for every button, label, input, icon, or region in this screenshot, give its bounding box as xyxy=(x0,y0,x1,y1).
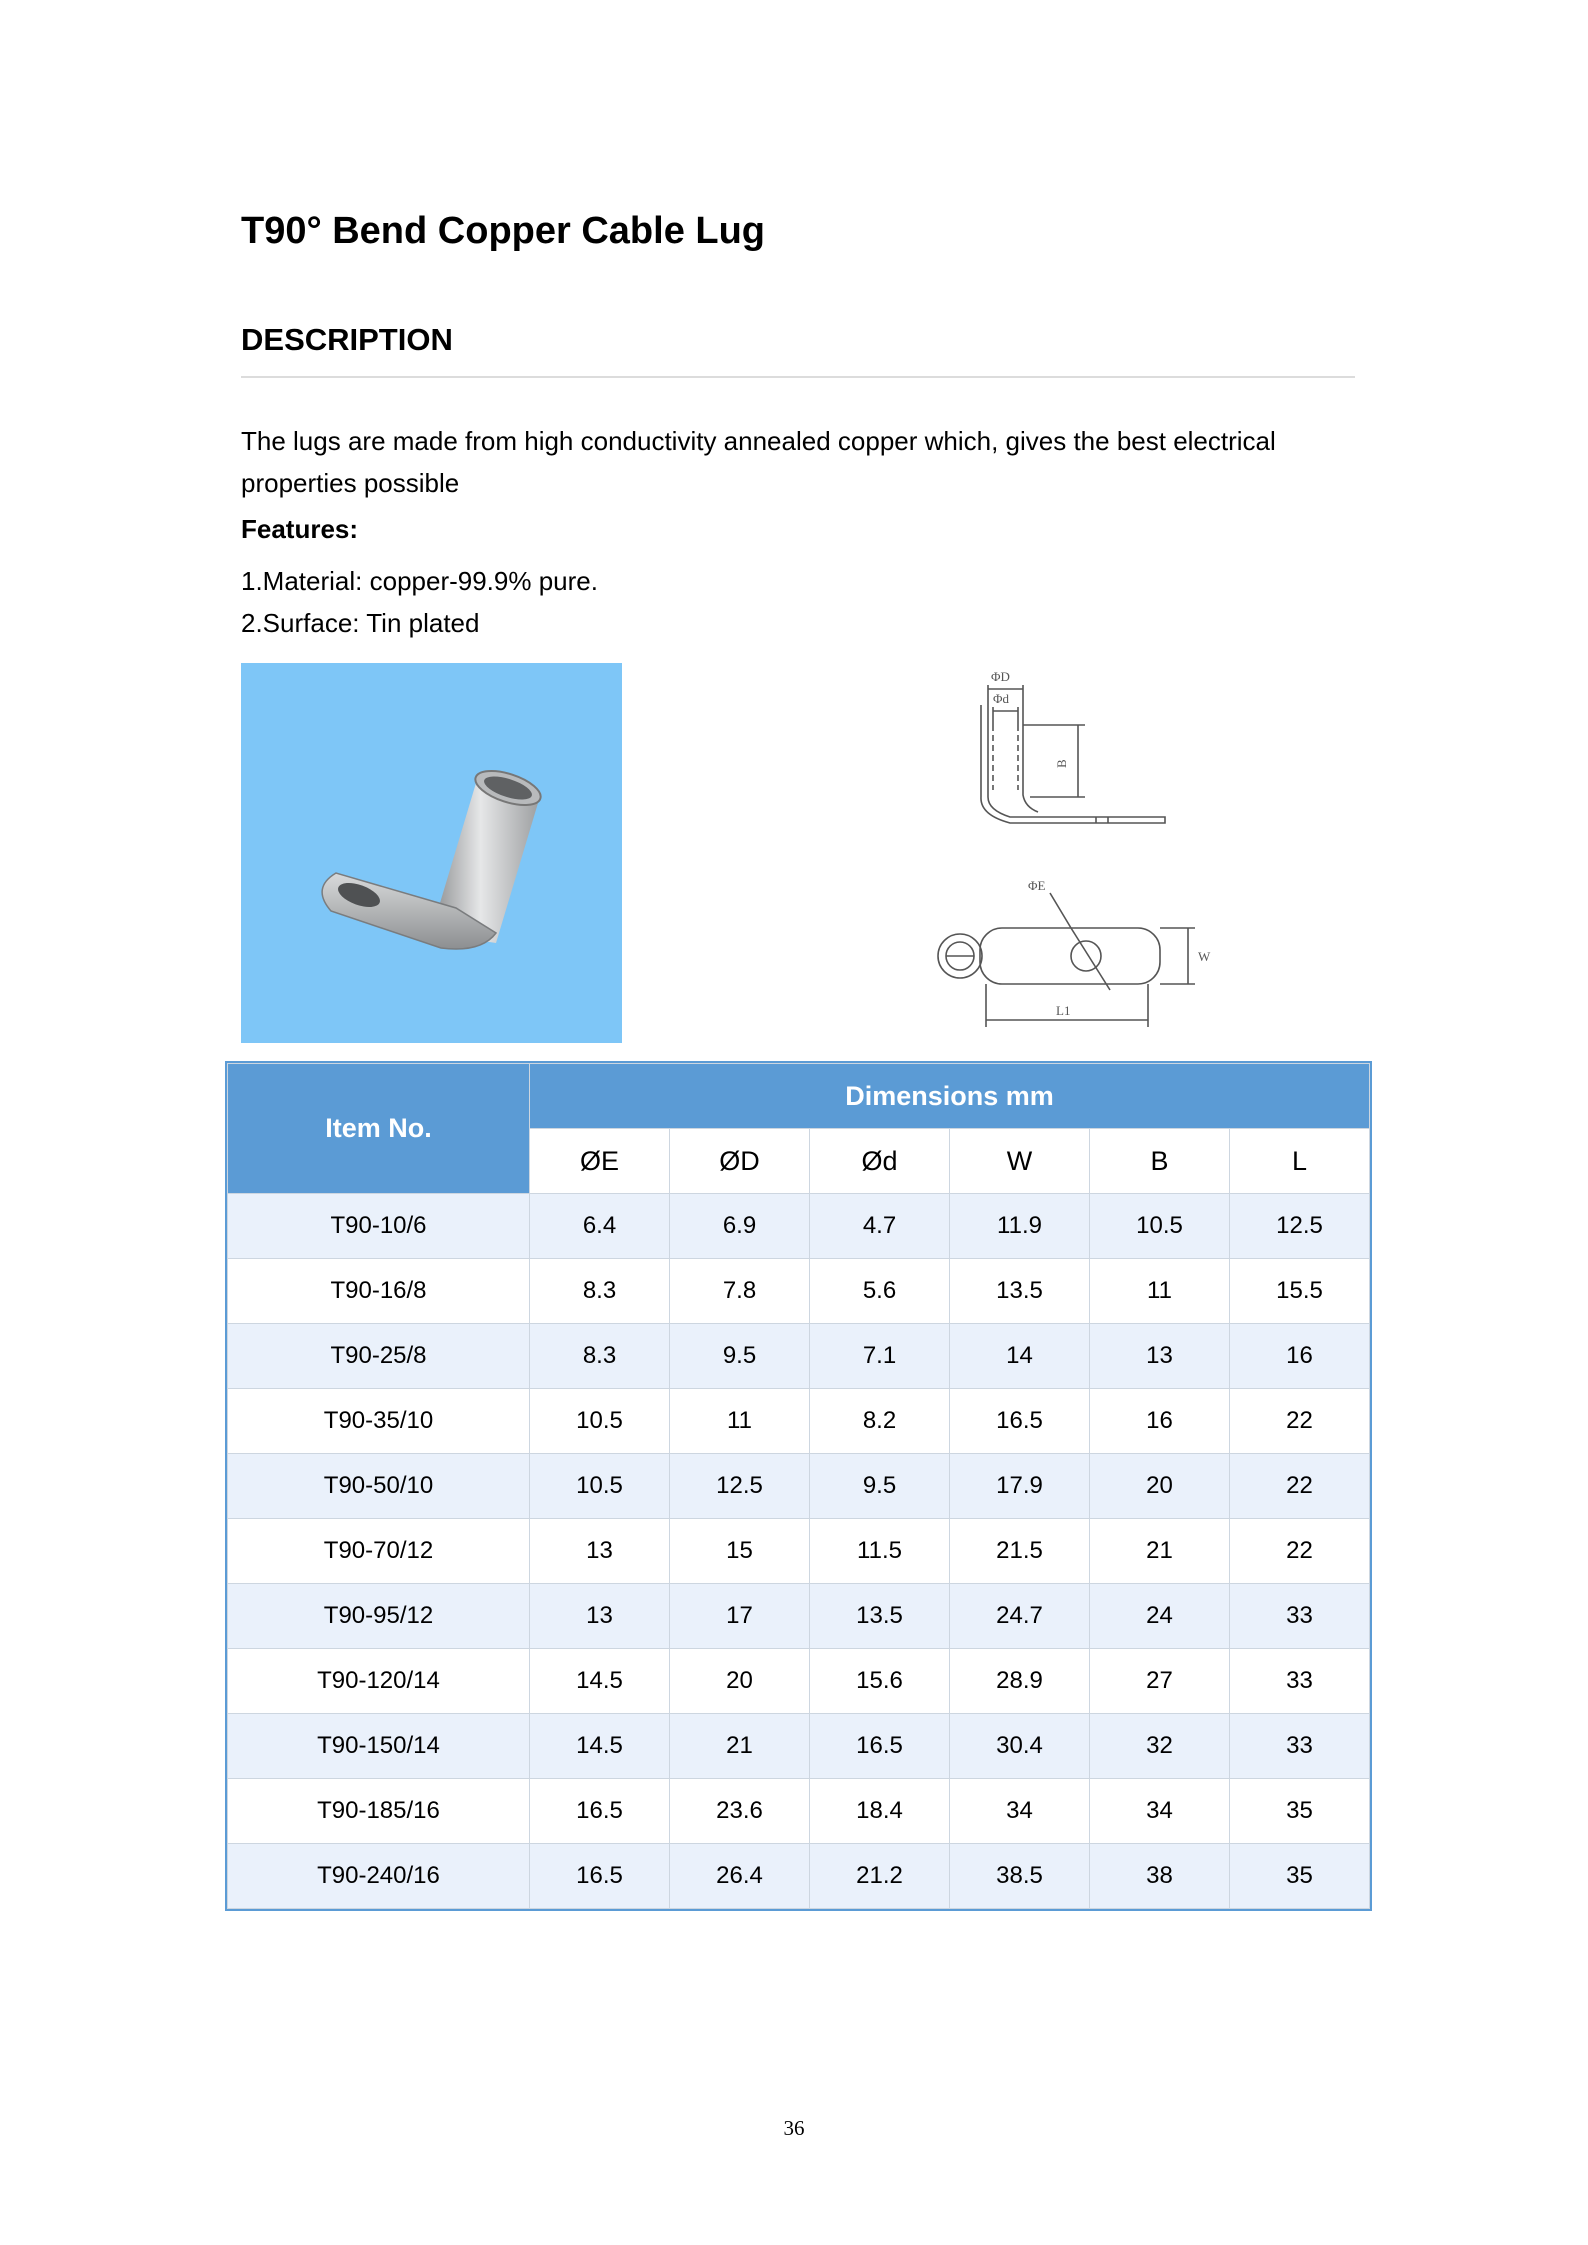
dimension-cell: 26.4 xyxy=(670,1844,810,1909)
dimension-cell: 21 xyxy=(1090,1519,1230,1584)
dimension-cell: 33 xyxy=(1230,1584,1370,1649)
item-number-cell: T90-120/14 xyxy=(228,1649,530,1714)
dimension-cell: 9.5 xyxy=(810,1454,950,1519)
dimension-cell: 9.5 xyxy=(670,1324,810,1389)
table-row xyxy=(228,1324,1370,1389)
dimension-cell: 23.6 xyxy=(670,1779,810,1844)
item-number-cell: T90-16/8 xyxy=(228,1259,530,1324)
cable-lug-image xyxy=(241,663,622,1043)
item-number-cell: T90-50/10 xyxy=(228,1454,530,1519)
dimension-cell: 8.3 xyxy=(530,1324,670,1389)
dimension-cell: 34 xyxy=(950,1779,1090,1844)
label-phi-E: ΦE xyxy=(1028,878,1046,893)
dimension-cell: 16.5 xyxy=(530,1844,670,1909)
table-row xyxy=(228,1389,1370,1454)
dimension-cell: 24.7 xyxy=(950,1584,1090,1649)
dimension-cell: 11.9 xyxy=(950,1194,1090,1259)
dimension-cell: 16 xyxy=(1230,1324,1370,1389)
top-view xyxy=(938,878,1211,1027)
dimension-cell: 12.5 xyxy=(1230,1194,1370,1259)
feature-item: 2.Surface: Tin plated xyxy=(241,608,480,638)
dimension-cell: 8.2 xyxy=(810,1389,950,1454)
dimension-cell: 34 xyxy=(1090,1779,1230,1844)
dimension-cell: 8.3 xyxy=(530,1259,670,1324)
item-number-cell: T90-10/6 xyxy=(228,1194,530,1259)
dimension-cell: 30.4 xyxy=(950,1714,1090,1779)
section-heading: DESCRIPTION xyxy=(241,322,453,357)
item-number-cell: T90-150/14 xyxy=(228,1714,530,1779)
dimension-cell: 6.9 xyxy=(670,1194,810,1259)
item-number-cell: T90-70/12 xyxy=(228,1519,530,1584)
dimension-cell: 24 xyxy=(1090,1584,1230,1649)
label-phi-D: ΦD xyxy=(991,669,1010,684)
description-text: The lugs are made from high conductivity annealed copper which, gives the best electrical properties possible xyxy=(241,426,1276,498)
features-heading: Features: xyxy=(241,514,359,544)
dimension-cell: 16.5 xyxy=(530,1779,670,1844)
dimension-cell: 21 xyxy=(670,1714,810,1779)
dimension-cell: 13 xyxy=(1090,1324,1230,1389)
side-view xyxy=(981,669,1165,823)
dimension-cell: 35 xyxy=(1230,1844,1370,1909)
item-number-cell: T90-240/16 xyxy=(228,1844,530,1909)
column-header: ØE xyxy=(530,1129,670,1194)
dimension-cell: 13 xyxy=(530,1584,670,1649)
dimension-cell: 20 xyxy=(1090,1454,1230,1519)
dimension-cell: 16.5 xyxy=(810,1714,950,1779)
dimension-cell: 20 xyxy=(670,1649,810,1714)
label-W: W xyxy=(1198,949,1211,964)
dimension-cell: 15 xyxy=(670,1519,810,1584)
dimension-cell: 14.5 xyxy=(530,1649,670,1714)
dimension-cell: 15.5 xyxy=(1230,1259,1370,1324)
table-row xyxy=(228,1519,1370,1584)
column-header: Ød xyxy=(810,1129,950,1194)
dimension-cell: 7.8 xyxy=(670,1259,810,1324)
label-L1: L1 xyxy=(1056,1003,1071,1018)
dimension-cell: 10.5 xyxy=(530,1389,670,1454)
dimension-cell: 11 xyxy=(670,1389,810,1454)
page-number: 36 xyxy=(783,2116,805,2140)
item-number-cell: T90-25/8 xyxy=(228,1324,530,1389)
dimension-cell: 33 xyxy=(1230,1714,1370,1779)
dimension-cell: 35 xyxy=(1230,1779,1370,1844)
product-photo xyxy=(241,663,622,1043)
dimension-cell: 11 xyxy=(1090,1259,1230,1324)
dimension-cell: 10.5 xyxy=(1090,1194,1230,1259)
dimension-cell: 16.5 xyxy=(950,1389,1090,1454)
dimension-cell: 14 xyxy=(950,1324,1090,1389)
dimension-cell: 12.5 xyxy=(670,1454,810,1519)
dimension-cell: 32 xyxy=(1090,1714,1230,1779)
column-header: ØD xyxy=(670,1129,810,1194)
dimensions-table xyxy=(227,1063,1370,1909)
dimension-cell: 22 xyxy=(1230,1389,1370,1454)
table-row xyxy=(228,1779,1370,1844)
dimension-cell: 11.5 xyxy=(810,1519,950,1584)
dimension-cell: 17.9 xyxy=(950,1454,1090,1519)
feature-item: 1.Material: copper-99.9% pure. xyxy=(241,566,598,596)
table-row xyxy=(228,1194,1370,1259)
dimension-cell: 17 xyxy=(670,1584,810,1649)
item-no-header: Item No. xyxy=(228,1064,530,1194)
dimension-cell: 6.4 xyxy=(530,1194,670,1259)
dimension-cell: 5.6 xyxy=(810,1259,950,1324)
item-number-cell: T90-35/10 xyxy=(228,1389,530,1454)
table-row xyxy=(228,1649,1370,1714)
table-row xyxy=(228,1714,1370,1779)
table-row xyxy=(228,1454,1370,1519)
table-row xyxy=(228,1844,1370,1909)
dimension-cell: 27 xyxy=(1090,1649,1230,1714)
dimension-cell: 14.5 xyxy=(530,1714,670,1779)
dimensions-header: Dimensions mm xyxy=(530,1064,1370,1129)
column-header: B xyxy=(1090,1129,1230,1194)
column-header: W xyxy=(950,1129,1090,1194)
dimension-cell: 22 xyxy=(1230,1519,1370,1584)
dimension-cell: 15.6 xyxy=(810,1649,950,1714)
dimension-cell: 33 xyxy=(1230,1649,1370,1714)
table-row xyxy=(228,1259,1370,1324)
dimension-cell: 21.2 xyxy=(810,1844,950,1909)
dimension-cell: 18.4 xyxy=(810,1779,950,1844)
label-B: B xyxy=(1054,759,1069,768)
dimension-cell: 38 xyxy=(1090,1844,1230,1909)
item-number-cell: T90-95/12 xyxy=(228,1584,530,1649)
dimension-cell: 21.5 xyxy=(950,1519,1090,1584)
page-title: T90° Bend Copper Cable Lug xyxy=(241,210,766,252)
dimension-cell: 13.5 xyxy=(810,1584,950,1649)
technical-drawing xyxy=(860,665,1290,1045)
dimension-cell: 13 xyxy=(530,1519,670,1584)
item-number-cell: T90-185/16 xyxy=(228,1779,530,1844)
dimension-cell: 16 xyxy=(1090,1389,1230,1454)
dimension-cell: 13.5 xyxy=(950,1259,1090,1324)
dimension-cell: 22 xyxy=(1230,1454,1370,1519)
dimension-cell: 7.1 xyxy=(810,1324,950,1389)
dimension-cell: 28.9 xyxy=(950,1649,1090,1714)
dimension-cell: 4.7 xyxy=(810,1194,950,1259)
section-divider xyxy=(241,376,1355,378)
dimension-cell: 10.5 xyxy=(530,1454,670,1519)
table-row xyxy=(228,1584,1370,1649)
column-header: L xyxy=(1230,1129,1370,1194)
dimension-cell: 38.5 xyxy=(950,1844,1090,1909)
label-phi-d: Φd xyxy=(993,691,1010,706)
